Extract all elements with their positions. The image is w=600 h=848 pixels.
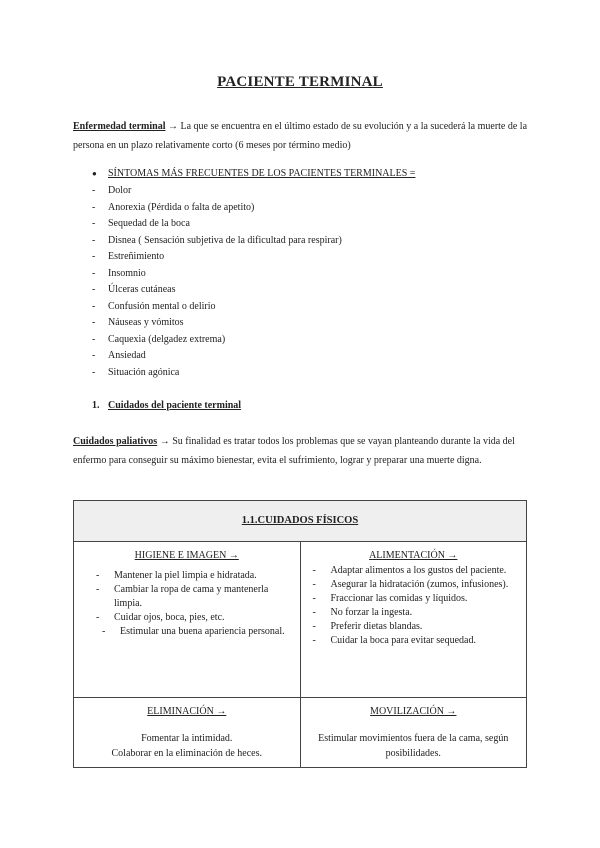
food-list [301,564,527,648]
section-title: Cuidados del paciente terminal [108,400,242,411]
table-heading: 1.1.CUIDADOS FÍSICOS [74,501,527,542]
palliative-care-term: Cuidados paliativos [73,436,158,447]
mobility-text: Estimular movimientos fuera de la cama, según posibilidades. [318,733,509,759]
palliative-care-definition [73,432,533,470]
palliative-care-text: → Su finalidad es tratar todos los problemas que se vayan planteando durante la vida del enfermo para conseguir su máximo bienestar, evita el sufrimiento, lograr y preparar una muerte digna. [73,436,515,466]
page-title: PACIENTE TERMINAL [217,74,383,90]
mobility-title: MOVILIZACIÓN → [370,706,457,717]
list-item: - Cuidar ojos, boca, pies, etc. [96,612,225,623]
bullet-icon: ● [92,169,97,178]
list-item: - No forzar la ingesta. [312,607,413,618]
list-item: - Asegurar la hidratación (zumos, infusiones). [312,579,509,590]
list-item: - Preferir dietas blandas. [312,621,423,632]
food-title: ALIMENTACIÓN → [369,550,458,561]
section-number: 1. [92,400,100,411]
hygiene-list [74,569,300,639]
list-item: - Estimular una buena apariencia personal. [102,626,285,637]
symptoms-heading-text: SÍNTOMAS MÁS FRECUENTES DE LOS PACIENTES TERMINALES = [108,168,416,179]
hygiene-cell [74,542,301,698]
list-item: - Fraccionar las comidas y líquidos. [312,593,468,604]
terminal-illness-term: Enfermedad terminal [73,121,166,132]
mobility-cell [300,698,527,768]
elimination-cell [74,698,301,768]
hygiene-title: HIGIENE E IMAGEN → [134,550,239,561]
list-item: - Adaptar alimentos a los gustos del paciente. [312,565,507,576]
elimination-text: Fomentar la intimidad. Colaborar en la eliminación de heces. [111,733,262,759]
elimination-title: ELIMINACIÓN → [147,706,227,717]
list-item: - Cuidar la boca para evitar sequedad. [312,635,476,646]
physical-care-table [73,500,527,768]
terminal-illness-definition [73,117,533,155]
list-item: - Mantener la piel limpia e hidratada. [96,570,257,581]
list-item: - Cambiar la ropa de cama y mantenerla limpia. [96,584,269,609]
food-cell [300,542,527,698]
terminal-illness-text: → La que se encuentra en el último estado de su evolución y a la sucederá la muerte de la persona en un plazo relativamente corto (6 meses por término medio) [73,121,528,151]
